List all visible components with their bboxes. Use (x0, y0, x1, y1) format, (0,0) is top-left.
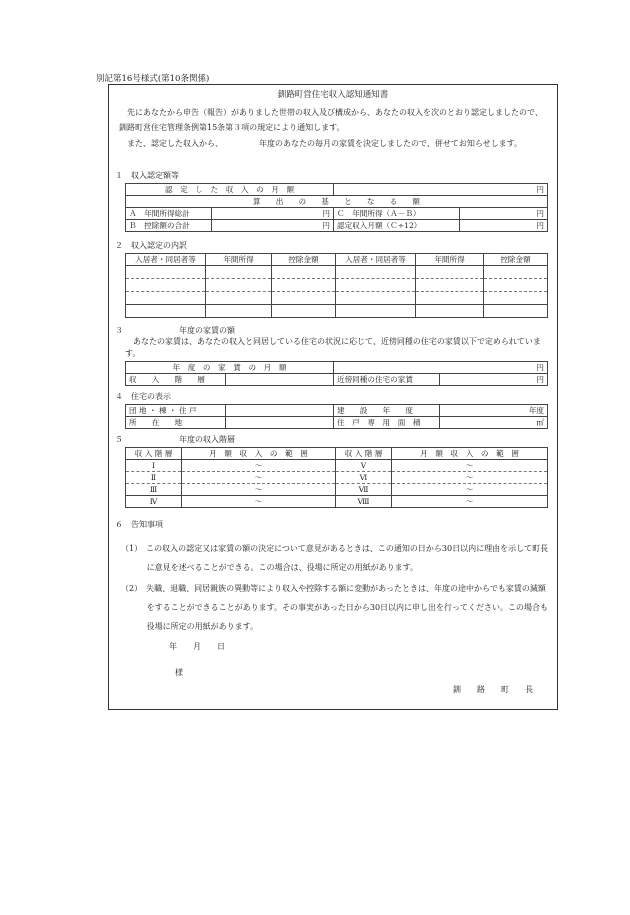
breakdown-header-income-1: 年間所得 (206, 254, 272, 266)
breakdown-header-resident-1: 入居者・同居者等 (126, 254, 206, 266)
estate-label: 団 地 ・ 棟 ・ 住 戸 (126, 405, 226, 417)
income-level-value (226, 374, 334, 386)
breakdown-header-resident-2: 入居者・同居者等 (336, 254, 416, 266)
level-6: Ⅵ (336, 472, 392, 484)
form-number: 別記第16号様式(第10条関係) (96, 74, 210, 84)
level-4: Ⅳ (126, 496, 182, 508)
section-2-heading: ２ 収入認定の内訳 (115, 241, 187, 250)
construction-year-value: 年度 (440, 405, 548, 417)
nearby-rent-label: 近傍同種の住宅の家賃 (334, 374, 440, 386)
annual-income-total-label: Ａ 年間所得総計 (126, 208, 212, 220)
income-level-table (125, 447, 548, 508)
range-8: ～ (392, 496, 548, 508)
range-7: ～ (392, 484, 548, 496)
rent-monthly-value: 円 (334, 362, 548, 374)
level-header-left: 収 入 階 層 (126, 448, 182, 460)
deduction-total-label: Ｂ 控除額の合計 (126, 220, 212, 232)
monthly-income-value: 円 (334, 184, 548, 196)
breakdown-header-income-2: 年間所得 (416, 254, 484, 266)
income-level-label: 収 入 階 層 (126, 374, 226, 386)
range-6: ～ (392, 472, 548, 484)
breakdown-header-deduction-1: 控除金額 (272, 254, 336, 266)
estate-value (226, 405, 334, 417)
rent-monthly-label: 年 度 の 家 賃 の 月 額 (126, 362, 334, 374)
level-7: Ⅶ (336, 484, 392, 496)
range-header-left: 月 額 収 入 の 範 囲 (182, 448, 336, 460)
table-row (126, 460, 548, 472)
notice-item-2: （2） 失職、退職、同居親族の異動等により収入や控除する額に変動があったときは、年度の途中からでも家賃の減額をすることができることがあります。その事実があった日から30日以内に申し出を行ってください。この場合も役場に所定の用紙があります。 (121, 584, 549, 631)
breakdown-header-deduction-2: 控除金額 (484, 254, 548, 266)
rent-explanation: あなたの家賃は、あなたの収入と同居している住宅の状況に応じて、近傍同種の住宅の家賃以下で定められています。 (125, 337, 541, 358)
breakdown-row (126, 266, 548, 279)
annual-income-net-value: 円 (460, 208, 548, 220)
range-1: ～ (182, 460, 336, 472)
location-label: 所 在 地 (126, 417, 226, 429)
section-4-heading: ４ 住宅の表示 (115, 392, 171, 401)
level-2: Ⅱ (126, 472, 182, 484)
range-4: ～ (182, 496, 336, 508)
annual-income-net-label: Ｃ 年間所得（Ａ－Ｂ） (334, 208, 460, 220)
floor-area-label: 住 戸 専 用 面 積 (334, 417, 440, 429)
level-1: Ⅰ (126, 460, 182, 472)
range-2: ～ (182, 472, 336, 484)
addressee-suffix: 様 (175, 668, 183, 677)
section-5-heading: ５ 年度の収入階層 (115, 435, 235, 444)
breakdown-row (126, 292, 548, 305)
rent-table (125, 361, 548, 386)
mayor-signature: 釧 路 町 長 (453, 685, 533, 694)
intro-paragraph-1: 先にあなたから申告（報告）がありました世帯の収入及び構成から、あなたの収入を次のとおり認定しましたので、釧路町営住宅管理条例第15条第３項の規定により通知します。 (119, 108, 543, 132)
level-3: Ⅲ (126, 484, 182, 496)
table-row (126, 496, 548, 508)
monthly-income-label: 認 定 し た 収 入 の 月 額 (126, 184, 334, 196)
location-value (226, 417, 334, 429)
notice-frame (108, 84, 558, 710)
range-header-right: 月 額 収 入 の 範 囲 (392, 448, 548, 460)
document-title: 釧路町営住宅収入認知通知書 (277, 90, 389, 100)
issue-date: 年 月 日 (169, 642, 225, 651)
level-5: Ⅴ (336, 460, 392, 472)
housing-table (125, 404, 548, 429)
nearby-rent-value: 円 (440, 374, 548, 386)
level-8: Ⅷ (336, 496, 392, 508)
table-row (126, 472, 548, 484)
range-5: ～ (392, 460, 548, 472)
section-1-heading: １ 収入認定額等 (115, 171, 179, 180)
level-header-right: 収 入 階 層 (336, 448, 392, 460)
income-breakdown-table (125, 253, 548, 318)
annual-income-total-value: 円 (212, 208, 334, 220)
breakdown-row (126, 279, 548, 292)
notice-item-1: （1） この収入の認定又は家賃の額の決定について意見があるときは、この通知の日から30日以内に理由を示して町長に意見を述べることができる。この場合は、役場に所定の用紙があります。 (121, 544, 549, 572)
certified-monthly-value: 円 (460, 220, 548, 232)
section-3-heading: ３ 年度の家賃の額 (115, 326, 235, 335)
table-row (126, 484, 548, 496)
certified-monthly-label: 認定収入月額（Ｃ÷12） (334, 220, 460, 232)
construction-year-label: 建 設 年 度 (334, 405, 440, 417)
intro-paragraph-2: また、認定した収入から、 年度のあなたの毎月の家賃を決定しましたので、併せてお知らせします。 (127, 139, 522, 148)
section-6-heading: ６ 告知事項 (115, 520, 163, 529)
floor-area-value: ㎡ (440, 417, 548, 429)
breakdown-row (126, 305, 548, 318)
income-summary-table (125, 183, 548, 232)
range-3: ～ (182, 484, 336, 496)
basis-header: 算 出 の 基 と な る 額 (126, 196, 548, 208)
deduction-total-value: 円 (212, 220, 334, 232)
